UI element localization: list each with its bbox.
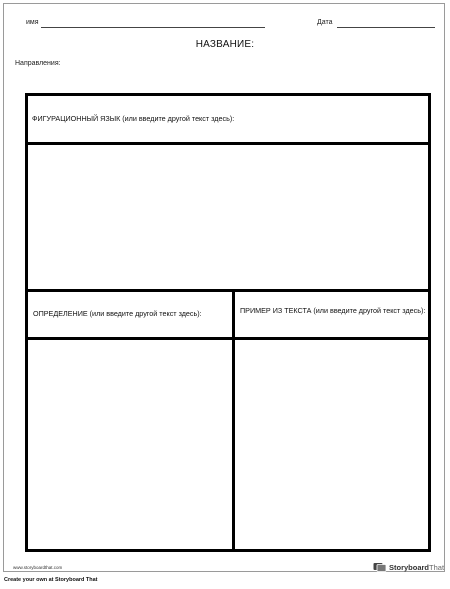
example-body-box — [232, 337, 431, 552]
directions-label: Направления: — [15, 60, 61, 67]
example-header-box — [232, 289, 431, 340]
create-your-own-link[interactable]: Create your own at Storyboard That — [4, 577, 98, 583]
page-title: НАЗВАНИЕ: — [195, 39, 255, 50]
definition-body-box — [25, 337, 235, 552]
date-line — [337, 27, 435, 28]
footer-url: www.storyboardthat.com — [13, 565, 63, 570]
name-label: имя — [26, 19, 39, 26]
name-line — [41, 27, 265, 28]
figurative-header-box — [25, 93, 431, 145]
figurative-body-box — [25, 142, 431, 292]
definition-header-text: ОПРЕДЕЛЕНИЕ (или введите другой текст здесь): — [33, 309, 202, 318]
example-header-text: ПРИМЕР ИЗ ТЕКСТА (или введите другой текст здесь): — [240, 306, 426, 315]
storyboardthat-logo — [373, 562, 444, 572]
date-label: Дата — [317, 19, 333, 26]
figurative-header-text: ФИГУРАЦИОННЫЙ ЯЗЫК (или введите другой текст здесь): — [32, 114, 235, 123]
storyboard-icon — [373, 562, 387, 572]
worksheet-page — [3, 3, 445, 572]
brand-name: StoryboardThat — [389, 562, 445, 572]
definition-header-box — [25, 289, 235, 340]
